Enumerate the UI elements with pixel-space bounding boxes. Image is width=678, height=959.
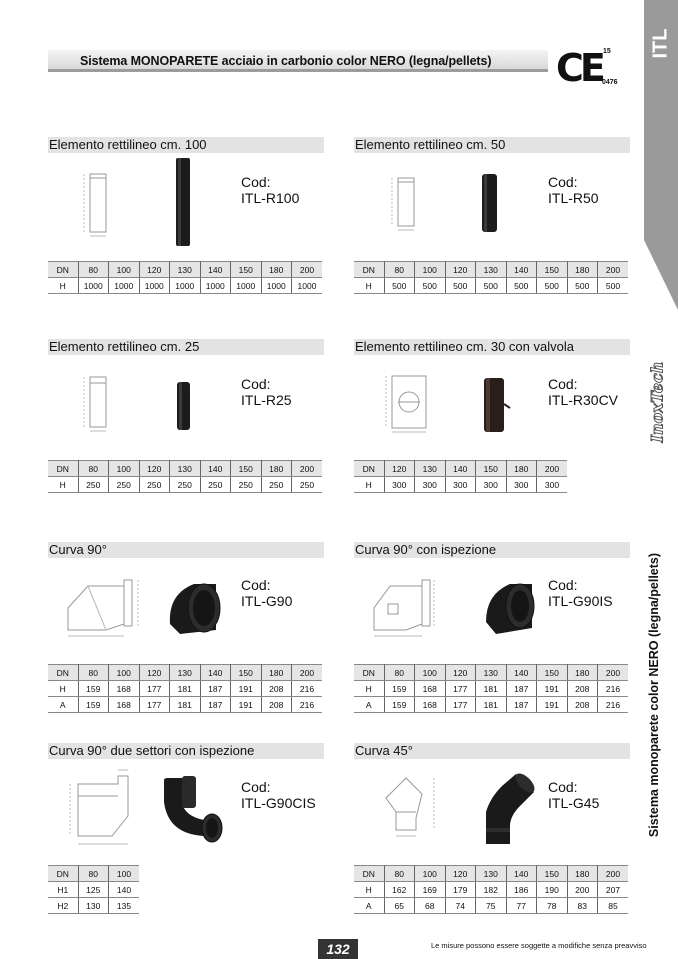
table-cell: 168 [109, 697, 140, 713]
product-code: ITL-R25 [241, 392, 292, 408]
row-label-cell: DN [354, 866, 384, 882]
table-cell: 83 [567, 898, 598, 914]
table-cell: 250 [231, 477, 262, 493]
section-r25 [48, 339, 324, 355]
table-row [354, 278, 628, 294]
vertical-title: Sistema monoparete color NERO (legna/pellets) [647, 552, 661, 838]
table-cell: 300 [506, 477, 537, 493]
row-label-cell: H [48, 278, 78, 294]
table-cell: 150 [537, 665, 568, 681]
table-cell: 140 [445, 461, 476, 477]
section-g90cis [48, 743, 324, 759]
row-label-cell: A [354, 697, 384, 713]
table-header-row [48, 262, 322, 278]
product-code: ITL-G90CIS [241, 795, 316, 811]
table-cell: 1000 [139, 278, 170, 294]
section-g45 [354, 743, 630, 759]
table-header-row [48, 665, 322, 681]
table-cell: 1000 [78, 278, 109, 294]
section-title: Elemento rettilineo cm. 25 [48, 339, 324, 355]
table-cell: 190 [537, 882, 568, 898]
table-header-row [354, 665, 628, 681]
pipe-photo [170, 156, 194, 248]
table-cell: 100 [415, 665, 446, 681]
table-cell: 177 [445, 697, 476, 713]
table-cell: 208 [567, 697, 598, 713]
cod-label: Cod: [241, 577, 271, 593]
table-cell: 150 [231, 461, 262, 477]
table-cell: 130 [476, 665, 507, 681]
table-cell: 85 [598, 898, 629, 914]
section-title: Curva 90° con ispezione [354, 542, 630, 558]
row-label-cell: A [48, 697, 78, 713]
table-cell: 120 [445, 866, 476, 882]
page-title: Sistema MONOPARETE acciaio in carbonio color NERO (legna/pellets) [80, 54, 492, 68]
table-cell: 140 [200, 665, 231, 681]
section-title: Curva 90° due settori con ispezione [48, 743, 324, 759]
table-row [354, 681, 628, 697]
table-header-row [354, 461, 567, 477]
table-cell: 208 [567, 681, 598, 697]
row-label-cell: DN [48, 665, 78, 681]
table-cell: 140 [200, 262, 231, 278]
row-label-cell: H [354, 681, 384, 697]
pipe-drawing-icon [384, 174, 424, 234]
section-r30cv [354, 339, 630, 355]
table-cell: 80 [78, 866, 109, 882]
ce-notified-body: 0476 [602, 79, 618, 86]
table-cell: 180 [261, 665, 292, 681]
section-r100 [48, 137, 324, 153]
dimensions-table [354, 261, 628, 294]
table-cell: 74 [445, 898, 476, 914]
table-cell: 208 [261, 681, 292, 697]
pipe-photo [172, 380, 196, 432]
table-cell: 177 [139, 697, 170, 713]
table-cell: 100 [109, 665, 140, 681]
table-cell: 159 [384, 697, 415, 713]
table-cell: 181 [170, 681, 201, 697]
elbow-45-drawing-icon [376, 768, 442, 840]
table-cell: 130 [476, 262, 507, 278]
footer-note: Le misure possono essere soggette a modifiche senza preavviso [431, 941, 647, 950]
table-cell: 1000 [200, 278, 231, 294]
table-cell: 500 [476, 278, 507, 294]
table-cell: 140 [200, 461, 231, 477]
table-cell: 168 [415, 697, 446, 713]
table-cell: 1000 [170, 278, 201, 294]
table-cell: 120 [384, 461, 415, 477]
row-label-cell: H1 [48, 882, 78, 898]
table-cell: 187 [506, 681, 537, 697]
table-cell: 180 [261, 461, 292, 477]
two-sector-elbow-drawing-icon [62, 766, 142, 850]
elbow-photo [160, 574, 226, 638]
table-cell: 1000 [231, 278, 262, 294]
table-cell: 120 [139, 262, 170, 278]
table-cell: 130 [170, 665, 201, 681]
table-header-row [48, 461, 322, 477]
table-cell: 200 [598, 262, 629, 278]
cod-label: Cod: [241, 376, 271, 392]
table-cell: 216 [598, 697, 629, 713]
table-cell: 187 [200, 681, 231, 697]
pipe-photo [478, 172, 502, 234]
table-cell: 130 [170, 461, 201, 477]
table-cell: 216 [292, 681, 323, 697]
table-cell: 77 [506, 898, 537, 914]
row-label-cell: DN [48, 461, 78, 477]
row-label-cell: DN [354, 262, 384, 278]
table-cell: 250 [139, 477, 170, 493]
table-cell: 200 [567, 882, 598, 898]
table-cell: 150 [537, 262, 568, 278]
table-cell: 162 [384, 882, 415, 898]
table-cell: 187 [506, 697, 537, 713]
table-cell: 300 [445, 477, 476, 493]
ce-year: 15 [603, 48, 611, 55]
table-cell: 120 [445, 665, 476, 681]
table-cell: 159 [78, 697, 109, 713]
table-row [354, 882, 628, 898]
table-cell: 150 [231, 665, 262, 681]
product-code: ITL-R50 [548, 190, 599, 206]
row-label-cell: DN [48, 262, 78, 278]
table-cell: 250 [200, 477, 231, 493]
table-cell: 180 [567, 262, 598, 278]
pipe-drawing-icon [76, 170, 116, 240]
dimensions-table [354, 865, 628, 914]
section-g90is [354, 542, 630, 558]
table-cell: 169 [415, 882, 446, 898]
dimensions-table [48, 460, 322, 493]
table-cell: 500 [506, 278, 537, 294]
table-cell: 250 [292, 477, 323, 493]
ce-mark-logo [556, 48, 626, 90]
valve-pipe-photo [480, 376, 514, 434]
cod-label: Cod: [241, 779, 271, 795]
page-number: 132 [318, 939, 358, 959]
table-cell: 187 [200, 697, 231, 713]
table-header-row [354, 262, 628, 278]
table-cell: 159 [78, 681, 109, 697]
table-cell: 80 [384, 866, 415, 882]
cod-label: Cod: [548, 376, 578, 392]
table-cell: 140 [109, 882, 140, 898]
table-cell: 135 [109, 898, 140, 914]
table-row [48, 477, 322, 493]
section-title: Elemento rettilineo cm. 50 [354, 137, 630, 153]
table-cell: 200 [537, 461, 568, 477]
cod-label: Cod: [548, 174, 578, 190]
brand-logo: InoxTech [647, 361, 667, 443]
table-cell: 216 [292, 697, 323, 713]
product-code: ITL-G45 [548, 795, 600, 811]
table-cell: 207 [598, 882, 629, 898]
valve-pipe-drawing-icon [378, 372, 438, 436]
table-cell: 186 [506, 882, 537, 898]
table-cell: 140 [506, 262, 537, 278]
table-cell: 191 [537, 681, 568, 697]
table-cell: 200 [292, 262, 323, 278]
section-title: Curva 90° [48, 542, 324, 558]
table-row [48, 681, 322, 697]
table-cell: 130 [415, 461, 446, 477]
table-cell: 80 [78, 461, 109, 477]
table-cell: 181 [476, 681, 507, 697]
table-cell: 216 [598, 681, 629, 697]
table-cell: 300 [384, 477, 415, 493]
table-cell: 65 [384, 898, 415, 914]
table-cell: 500 [415, 278, 446, 294]
table-cell: 181 [476, 697, 507, 713]
table-cell: 140 [506, 866, 537, 882]
row-label-cell: H2 [48, 898, 78, 914]
product-code: ITL-R30CV [548, 392, 619, 408]
table-cell: 250 [78, 477, 109, 493]
table-cell: 500 [598, 278, 629, 294]
table-cell: 180 [567, 665, 598, 681]
table-cell: 78 [537, 898, 568, 914]
row-label-cell: DN [354, 461, 384, 477]
elbow-inspection-drawing-icon [370, 574, 442, 638]
table-cell: 177 [445, 681, 476, 697]
table-cell: 250 [109, 477, 140, 493]
table-cell: 200 [292, 665, 323, 681]
table-cell: 130 [78, 898, 109, 914]
table-cell: 130 [170, 262, 201, 278]
dimensions-table [48, 865, 139, 914]
table-cell: 100 [415, 262, 446, 278]
table-cell: 150 [476, 461, 507, 477]
pipe-drawing-icon [76, 373, 116, 435]
table-cell: 68 [415, 898, 446, 914]
ce-mark-icon: CE [556, 46, 602, 90]
table-cell: 125 [78, 882, 109, 898]
dimensions-table [48, 261, 322, 294]
table-cell: 191 [231, 681, 262, 697]
section-r50 [354, 137, 630, 153]
table-cell: 500 [384, 278, 415, 294]
elbow-inspection-photo [480, 574, 542, 638]
row-label-cell: DN [354, 665, 384, 681]
table-row [354, 697, 628, 713]
cod-label: Cod: [548, 577, 578, 593]
table-row [354, 898, 628, 914]
table-header-row [48, 866, 139, 882]
table-cell: 200 [598, 665, 629, 681]
table-cell: 177 [139, 681, 170, 697]
table-cell: 180 [261, 262, 292, 278]
table-cell: 100 [109, 461, 140, 477]
table-cell: 140 [506, 665, 537, 681]
table-cell: 179 [445, 882, 476, 898]
product-code: ITL-G90 [241, 593, 293, 609]
table-cell: 300 [537, 477, 568, 493]
table-cell: 80 [78, 665, 109, 681]
table-cell: 80 [78, 262, 109, 278]
table-cell: 120 [139, 461, 170, 477]
table-row [48, 697, 322, 713]
table-cell: 168 [415, 681, 446, 697]
table-row [48, 898, 139, 914]
cod-label: Cod: [548, 779, 578, 795]
two-sector-elbow-photo [160, 772, 226, 844]
table-cell: 182 [476, 882, 507, 898]
row-label-cell: H [354, 477, 384, 493]
row-label-cell: A [354, 898, 384, 914]
table-cell: 150 [231, 262, 262, 278]
table-cell: 1000 [109, 278, 140, 294]
table-cell: 159 [384, 681, 415, 697]
table-cell: 130 [476, 866, 507, 882]
table-cell: 500 [567, 278, 598, 294]
section-title: Elemento rettilineo cm. 30 con valvola [354, 339, 630, 355]
table-cell: 191 [537, 697, 568, 713]
table-cell: 180 [567, 866, 598, 882]
row-label-cell: H [354, 882, 384, 898]
table-cell: 100 [415, 866, 446, 882]
table-cell: 75 [476, 898, 507, 914]
dimensions-table [48, 664, 322, 713]
table-header-row [354, 866, 628, 882]
table-cell: 1000 [261, 278, 292, 294]
elbow-drawing-icon [64, 574, 148, 638]
table-row [48, 882, 139, 898]
table-cell: 200 [598, 866, 629, 882]
dimensions-table [354, 460, 567, 493]
table-cell: 100 [109, 262, 140, 278]
row-label-cell: H [48, 477, 78, 493]
table-cell: 168 [109, 681, 140, 697]
table-cell: 250 [261, 477, 292, 493]
table-cell: 80 [384, 665, 415, 681]
row-label-cell: H [48, 681, 78, 697]
table-cell: 181 [170, 697, 201, 713]
table-cell: 208 [261, 697, 292, 713]
table-cell: 300 [415, 477, 446, 493]
row-label-cell: H [354, 278, 384, 294]
table-cell: 120 [139, 665, 170, 681]
section-title: Curva 45° [354, 743, 630, 759]
product-code: ITL-G90IS [548, 593, 613, 609]
table-cell: 191 [231, 697, 262, 713]
table-cell: 500 [445, 278, 476, 294]
dimensions-table [354, 664, 628, 713]
product-code: ITL-R100 [241, 190, 300, 206]
table-cell: 100 [109, 866, 140, 882]
table-cell: 150 [537, 866, 568, 882]
table-row [354, 477, 567, 493]
table-cell: 300 [476, 477, 507, 493]
section-g90 [48, 542, 324, 558]
table-cell: 1000 [292, 278, 323, 294]
side-tab-label: ITL [649, 28, 672, 59]
row-label-cell: DN [48, 866, 78, 882]
table-cell: 250 [170, 477, 201, 493]
table-row [48, 278, 322, 294]
table-cell: 200 [292, 461, 323, 477]
table-cell: 120 [445, 262, 476, 278]
table-cell: 180 [506, 461, 537, 477]
cod-label: Cod: [241, 174, 271, 190]
elbow-45-photo [472, 768, 538, 846]
section-title: Elemento rettilineo cm. 100 [48, 137, 324, 153]
table-cell: 500 [537, 278, 568, 294]
table-cell: 80 [384, 262, 415, 278]
